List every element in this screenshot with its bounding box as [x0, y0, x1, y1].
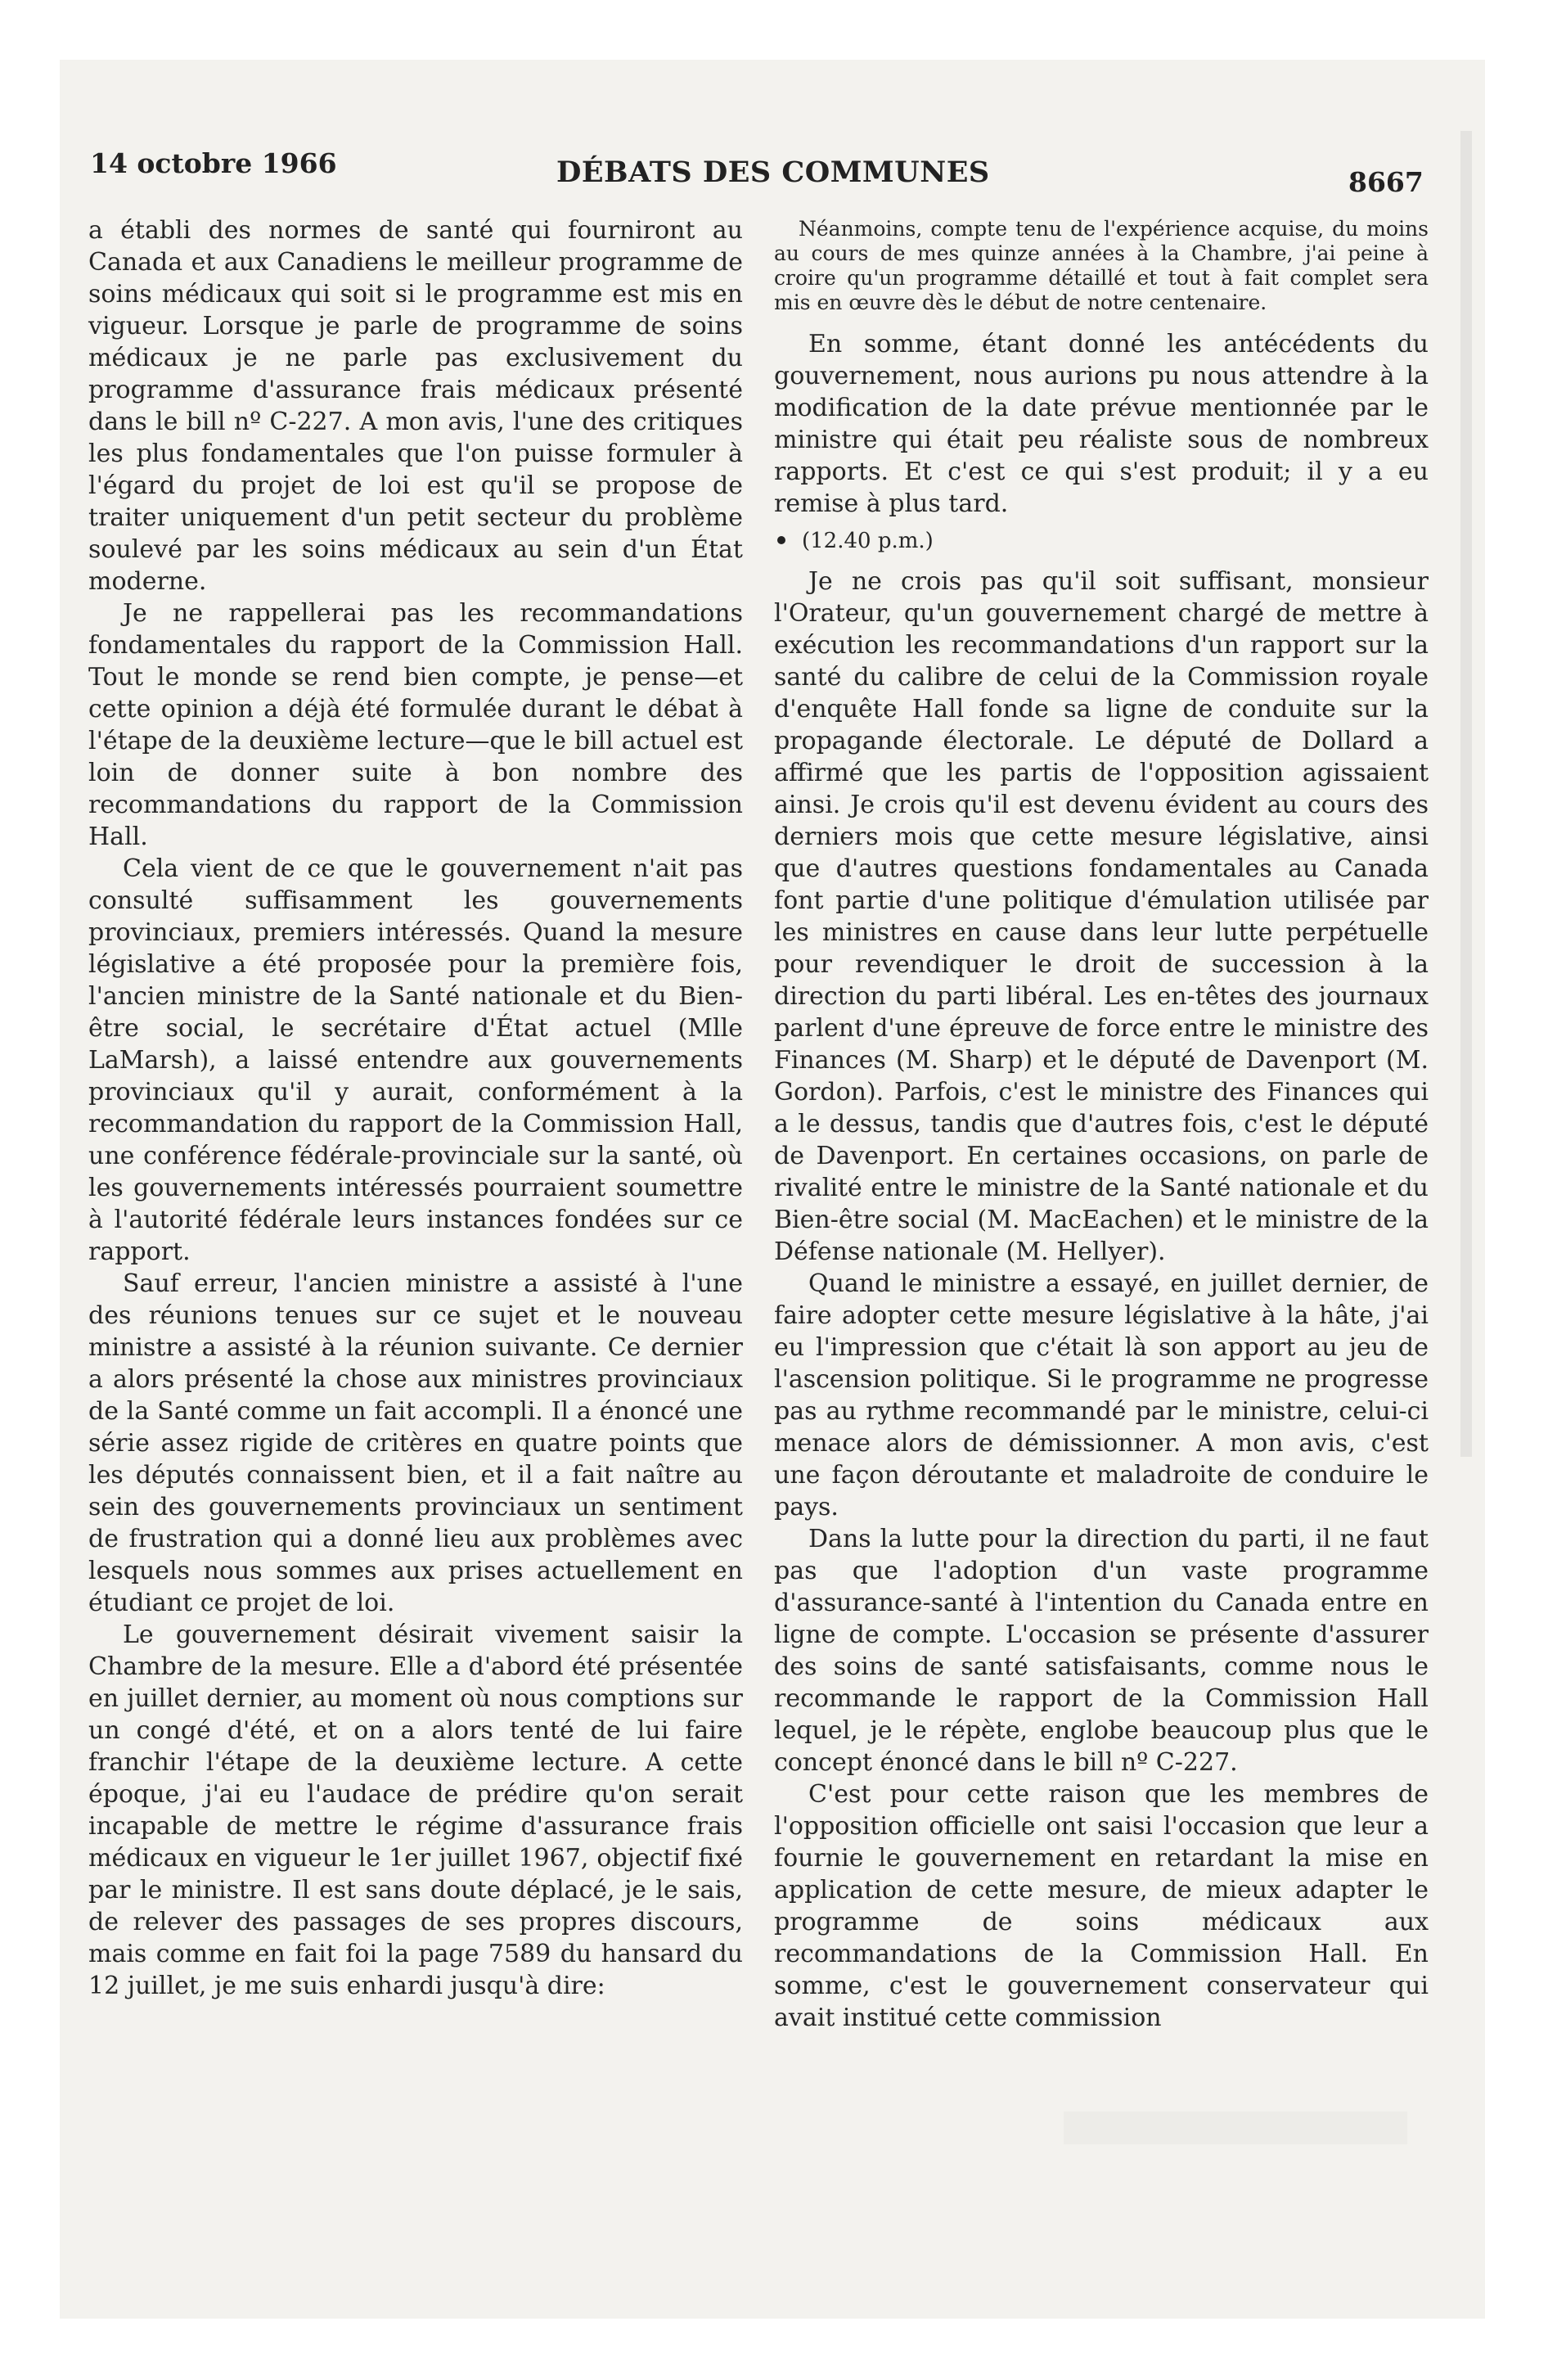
scan-shadow — [1460, 131, 1472, 1457]
paragraph: Le gouvernement désirait vivement saisir la Chambre de la mesure. Elle a d'abord été présentée en juillet dernier, au moment où nous comptions sur un congé d'été, et on a alors tenté de lui faire franchir l'étape de la deuxième lecture. A cette époque, j'ai eu l'audace de prédire qu'on serait incapable de mettre le régime d'assurance frais médicaux en vigueur le 1er juillet 1967, objectif fixé par le ministre. Il est sans doute déplacé, je le sais, de relever des passages de ses propres discours, mais comme en fait foi la page 7589 du hansard du 12 juillet, je me suis enhardi jusqu'à dire: — [88, 1620, 743, 2000]
header-title: DÉBATS DES COMMUNES — [556, 156, 990, 189]
paragraph: Dans la lutte pour la direction du parti, il ne faut pas que l'adoption d'un vaste programme d'assurance-santé à l'intention du Canada entre en ligne de compte. L'occasion se présente d'assurer des soins de santé satisfaisants, comme nous le recommande le rapport de la Commission Hall lequel, je le répète, englobe beaucoup plus que le concept énoncé dans le bill nº C-227. — [774, 1525, 1429, 1777]
right-column — [774, 217, 1429, 2034]
left-column — [88, 214, 743, 2002]
page-number: 8667 — [1348, 166, 1424, 198]
bullet-icon — [777, 536, 785, 544]
bleed-through — [1064, 2112, 1407, 2144]
timestamp-text: (12.40 p.m.) — [802, 529, 934, 553]
paragraph: En somme, étant donné les antécédents du gouvernement, nous aurions pu nous attendre à la modification de la date prévue mentionnée par le ministre qui était peu réaliste sous de nombreux rapports. Et c'est ce qui s'est produit; il y a eu remise à plus tard. — [774, 330, 1429, 518]
paragraph: Quand le ministre a essayé, en juillet dernier, de faire adopter cette mesure législative à la hâte, j'ai eu l'impression que c'était là son apport au jeu de l'ascension politique. Si le programme ne progresse pas au rythme recommandé par le ministre, celui-ci menace alors de démissionner. A mon avis, c'est une façon déroutante et maladroite de conduire le pays. — [774, 1269, 1429, 1521]
paragraph: Je ne crois pas qu'il soit suffisant, monsieur l'Orateur, qu'un gouvernement chargé de mettre à exécution les recommandations d'un rapport sur la santé du calibre de celui de la Commission royale d'enquête Hall fonde sa ligne de conduite sur la propagande électorale. Le député de Dollard a affirmé que les partis de l'opposition agissaient ainsi. Je crois qu'il est devenu évident au cours des derniers mois que cette mesure législative, ainsi que d'autres questions fondamentales au Canada font partie d'une politique d'émulation utilisée par les ministres en cause dans leur lutte perpétuelle pour revendiquer le droit de succession à la direction du parti libéral. Les en-têtes des journaux parlent d'une épreuve de force entre le ministre des Finances (M. Sharp) et le député de Davenport (M. Gordon). Parfois, c'est le ministre des Finances qui a le dessus, tandis que d'autres fois, c'est le député de Davenport. En certaines occasions, on parle de rivalité entre le ministre de la Santé nationale et du Bien-être social (M. MacEachen) et le ministre de la Défense nationale (M. Hellyer). — [774, 567, 1429, 1266]
paragraph: Cela vient de ce que le gouvernement n'ait pas consulté suffisamment les gouvernements provinciaux, premiers intéressés. Quand la mesure législative a été proposée pour la première fois, l'ancien ministre de la Santé nationale et du Bien-être social, le secrétaire d'État actuel (Mlle LaMarsh), a laissé entendre aux gouvernements provinciaux qu'il y aurait, conformément à la recommandation du rapport de la Commission Hall, une conférence fédérale-provinciale sur la santé, où les gouvernements intéressés pourraient soumettre à l'autorité fédérale leurs instances fondées sur ce rapport. — [88, 854, 743, 1266]
header-date: 14 octobre 1966 — [90, 147, 337, 179]
paragraph: Je ne rappellerai pas les recommandations fondamentales du rapport de la Commission Hall. Tout le monde se rend bien compte, je pense—et cette opinion a déjà été formulée durant le débat à l'étape de la deuxième lecture—que le bill actuel est loin de donner suite à bon nombre des recommandations du rapport de la Commission Hall. — [88, 599, 743, 851]
paragraph: a établi des normes de santé qui fourniront au Canada et aux Canadiens le meilleur programme de soins médicaux qui soit si le programme est mis en vigueur. Lorsque je parle de programme de soins médicaux je ne parle pas exclusivement du programme d'assurance frais médicaux présenté dans le bill nº C-227. A mon avis, l'une des critiques les plus fondamentales que l'on puisse formuler à l'égard du projet de loi est qu'il se propose de traiter uniquement d'un petit secteur du problème soulevé par les soins médicaux au sein d'un État moderne. — [88, 216, 743, 596]
timestamp — [774, 528, 1429, 554]
block-quote: Néanmoins, compte tenu de l'expérience acquise, du moins au cours de mes quinze années à la Chambre, j'ai peine à croire qu'un programme détaillé et tout à fait complet sera mis en œuvre dès le début de notre centenaire. — [774, 217, 1429, 314]
paragraph: Sauf erreur, l'ancien ministre a assisté à l'une des réunions tenues sur ce sujet et le nouveau ministre a assisté à la réunion suivante. Ce dernier a alors présenté la chose aux ministres provinciaux de la Santé comme un fait accompli. Il a énoncé une série assez rigide de critères en quatre points que les députés connaissent bien, et il a fait naître au sein des gouvernements provinciaux un sentiment de frustration qui a donné lieu aux problèmes avec lesquels nous sommes aux prises actuellement en étudiant ce projet de loi. — [88, 1269, 743, 1617]
paragraph: C'est pour cette raison que les membres de l'opposition officielle ont saisi l'occasion que leur a fournie le gouvernement en retardant la mise en application de cette mesure, de mieux adapter le programme de soins médicaux aux recommandations de la Commission Hall. En somme, c'est le gouvernement conservateur qui avait institué cette commission — [774, 1780, 1429, 2032]
